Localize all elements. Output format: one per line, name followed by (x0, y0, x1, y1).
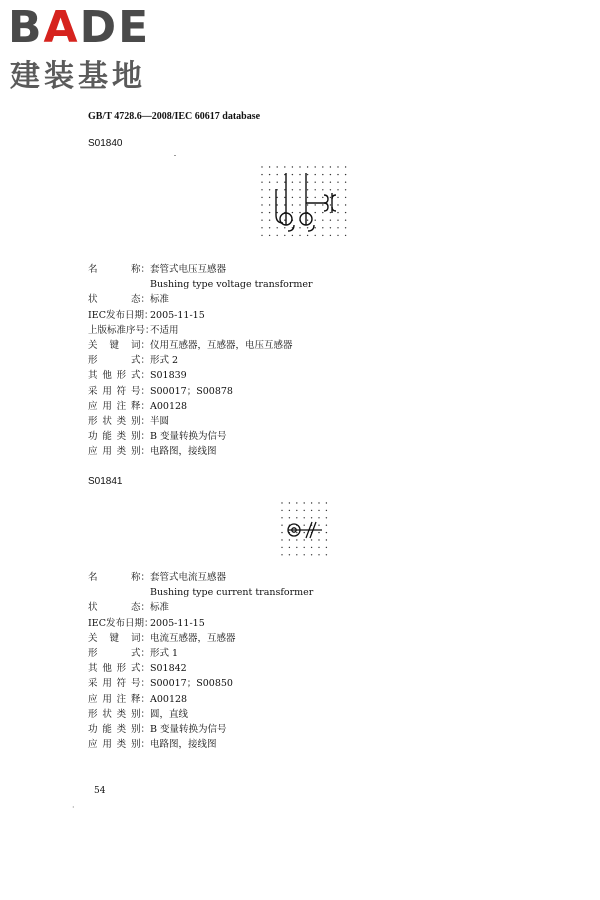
grid-dot (318, 510, 319, 511)
grid-dot (281, 502, 282, 503)
field-row (88, 646, 508, 661)
grid-dot (326, 532, 327, 533)
grid-dot (269, 174, 270, 175)
field-value: A00128 (150, 400, 188, 412)
grid-dot (277, 166, 278, 167)
grid-dot (289, 547, 290, 548)
grid-dot (284, 227, 285, 228)
grid-dot (261, 174, 262, 175)
entry-fields (88, 570, 508, 752)
standard-reference: GB/T 4728.6—2008/IEC 60617 database (88, 111, 261, 122)
grid-dot (330, 174, 331, 175)
scan-speck (174, 155, 176, 156)
grid-dot (307, 182, 308, 183)
grid-dot (261, 212, 262, 213)
grid-dot (307, 174, 308, 175)
grid-dot (304, 517, 305, 518)
field-label: 形 状 类 别： (88, 708, 150, 720)
grid-dot (299, 174, 300, 175)
grid-dot (284, 197, 285, 198)
grid-dot (284, 189, 285, 190)
field-label: 应 用 类 别： (88, 739, 150, 751)
field-label: IEC发布日期： (88, 309, 154, 321)
field-row (88, 414, 508, 429)
field-row (88, 262, 508, 277)
grid-dot (296, 539, 297, 540)
grid-dot (345, 204, 346, 205)
grid-dot (261, 182, 262, 183)
grid-dot (330, 220, 331, 221)
grid-dot (345, 220, 346, 221)
grid-dot (292, 197, 293, 198)
grid-dot (345, 174, 346, 175)
field-value: 形式 1 (150, 647, 179, 659)
field-label: 形 式： (88, 647, 150, 659)
grid-dot (281, 510, 282, 511)
field-label: 应 用 注 释： (88, 693, 150, 705)
grid-dot (292, 204, 293, 205)
grid-dot (307, 189, 308, 190)
field-row (88, 676, 508, 691)
field-value: 半圆 (150, 415, 170, 427)
grid-dot (292, 182, 293, 183)
grid-dot (284, 204, 285, 205)
field-label: 上版标准序号： (88, 324, 155, 336)
field-label: 应 用 注 释： (88, 400, 150, 412)
field-value: 圆，直线 (150, 708, 189, 720)
grid-dot (315, 174, 316, 175)
grid-dot (299, 227, 300, 228)
field-label: 其 他 形 式： (88, 370, 150, 382)
grid-dot (318, 532, 319, 533)
grid-dot (269, 189, 270, 190)
grid-dot (315, 189, 316, 190)
grid-dot (292, 189, 293, 190)
logo-accent-letter: A (43, 2, 80, 53)
grid-dot (326, 539, 327, 540)
field-row (88, 338, 508, 353)
grid-dot (269, 204, 270, 205)
grid-dot (322, 166, 323, 167)
entry-code: S01841 (88, 476, 123, 487)
grid-dot (345, 212, 346, 213)
field-row (88, 570, 508, 585)
grid-dot (277, 212, 278, 213)
field-value: S00017；S00878 (150, 385, 233, 397)
grid-dot (326, 510, 327, 511)
grid-dot (299, 212, 300, 213)
grid-dot (277, 235, 278, 236)
grid-dot (337, 227, 338, 228)
grid-dot (261, 235, 262, 236)
field-english-name: Bushing type voltage transformer (150, 279, 313, 291)
grid-dot (345, 227, 346, 228)
entry-code: S01840 (88, 138, 123, 149)
grid-dot (261, 220, 262, 221)
grid-dot (296, 510, 297, 511)
grid-dot (322, 235, 323, 236)
grid-dot (345, 235, 346, 236)
field-label: 状 态： (88, 602, 150, 614)
grid-dot (269, 220, 270, 221)
field-value: 电流互感器，互感器 (150, 632, 236, 644)
grid-dot (315, 197, 316, 198)
grid-dot (307, 166, 308, 167)
grid-dot (315, 212, 316, 213)
current-transformer-symbol (278, 500, 332, 558)
grid-dot (299, 182, 300, 183)
grid-dot (299, 166, 300, 167)
grid-dot (277, 182, 278, 183)
brand-logo (8, 4, 188, 96)
field-value: 形式 2 (150, 355, 179, 367)
grid-dot (330, 235, 331, 236)
field-row (88, 722, 508, 737)
field-value: 2005-11-15 (150, 309, 205, 321)
grid-dot (304, 539, 305, 540)
field-value: B 变量转换为信号 (150, 723, 227, 735)
grid-dot (261, 197, 262, 198)
field-row (88, 384, 508, 399)
grid-dot (315, 220, 316, 221)
grid-dot (269, 235, 270, 236)
grid-dot (277, 197, 278, 198)
grid-dot (315, 235, 316, 236)
scan-mark: · (72, 803, 75, 812)
logo-wordmark (8, 4, 150, 52)
grid-dot (322, 220, 323, 221)
grid-dot (345, 189, 346, 190)
grid-dot (299, 189, 300, 190)
field-value: 不适用 (150, 324, 179, 336)
grid-dot (311, 510, 312, 511)
grid-dot (289, 517, 290, 518)
field-value: 标准 (150, 602, 170, 614)
field-label: 名 称： (88, 572, 150, 583)
grid-dot (337, 189, 338, 190)
field-value: S00017；S00850 (150, 678, 233, 690)
grid-dot (307, 220, 308, 221)
grid-dot (307, 227, 308, 228)
grid-dot (304, 554, 305, 555)
field-value: 电路图，接线图 (150, 739, 217, 751)
field-label: 功 能 类 别： (88, 723, 150, 735)
field-label: 形 状 类 别： (88, 415, 150, 427)
grid-dot (337, 235, 338, 236)
grid-dot (322, 204, 323, 205)
grid-dot (337, 220, 338, 221)
field-label: 关 键 词： (88, 632, 150, 644)
grid-dot (307, 197, 308, 198)
field-value: 套管式电流互感器 (150, 572, 227, 583)
field-label: 名 称： (88, 264, 150, 275)
field-row (88, 692, 508, 707)
field-value: 标准 (150, 294, 170, 306)
grid-dot (315, 166, 316, 167)
field-value: 套管式电压互感器 (150, 264, 227, 275)
grid-dot (311, 547, 312, 548)
grid-dot (315, 204, 316, 205)
grid-dot (326, 517, 327, 518)
field-row (88, 308, 508, 323)
field-value: B 变量转换为信号 (150, 431, 227, 443)
grid-dot (326, 525, 327, 526)
grid-dot (269, 182, 270, 183)
field-value: 2005-11-15 (150, 617, 205, 629)
grid-dot (292, 235, 293, 236)
grid-dot (261, 204, 262, 205)
grid-dot (269, 227, 270, 228)
field-value: S01839 (150, 370, 187, 382)
logo-subtitle: 建装基地 (10, 59, 146, 94)
field-row (88, 444, 508, 459)
grid-dot (296, 547, 297, 548)
field-value: 电路图，接线图 (150, 446, 217, 458)
grid-dot (322, 182, 323, 183)
field-label: 应 用 类 别： (88, 446, 150, 458)
field-label: 采 用 符 号： (88, 385, 150, 397)
field-label: 其 他 形 式： (88, 663, 150, 675)
grid-dot (311, 517, 312, 518)
grid-dot (292, 212, 293, 213)
grid-dot (311, 554, 312, 555)
field-row (88, 616, 508, 631)
grid-dot (299, 204, 300, 205)
grid-dot (269, 197, 270, 198)
grid-dot (330, 212, 331, 213)
logo-prefix: B (8, 2, 44, 53)
grid-dot (281, 547, 282, 548)
grid-dot (304, 502, 305, 503)
grid-dot (284, 182, 285, 183)
grid-dot (318, 502, 319, 503)
grid-dot (281, 532, 282, 533)
grid-dot (304, 525, 305, 526)
field-value: S01842 (150, 663, 187, 675)
grid-dot (284, 166, 285, 167)
grid-dot (322, 197, 323, 198)
entry-fields (88, 262, 508, 459)
grid-dot (292, 174, 293, 175)
grid-dot (284, 235, 285, 236)
grid-dot (326, 502, 327, 503)
grid-dot (345, 182, 346, 183)
grid-dot (304, 510, 305, 511)
grid-dot (277, 174, 278, 175)
grid-dot (311, 539, 312, 540)
grid-dot (330, 227, 331, 228)
logo-suffix: DE (79, 2, 151, 53)
grid-dot (318, 547, 319, 548)
grid-dot (307, 204, 308, 205)
grid-dot (277, 204, 278, 205)
field-label: IEC发布日期： (88, 617, 154, 629)
grid-dot (304, 547, 305, 548)
grid-dot (337, 166, 338, 167)
grid-dot (261, 189, 262, 190)
grid-dot (345, 197, 346, 198)
grid-dot (330, 189, 331, 190)
grid-dot (330, 166, 331, 167)
grid-dot (311, 502, 312, 503)
grid-dot (315, 227, 316, 228)
grid-dot (318, 554, 319, 555)
grid-dot (322, 212, 323, 213)
grid-dot (299, 197, 300, 198)
grid-dot (269, 166, 270, 167)
grid-dot (322, 227, 323, 228)
grid-dot (261, 227, 262, 228)
field-label: 关 键 词： (88, 339, 150, 351)
grid-dot (289, 554, 290, 555)
grid-dot (307, 235, 308, 236)
field-label: 采 用 符 号： (88, 678, 150, 690)
field-label: 状 态： (88, 294, 150, 306)
field-english-name: Bushing type current transformer (150, 587, 314, 599)
grid-dot (269, 212, 270, 213)
grid-dot (337, 182, 338, 183)
grid-dot (296, 517, 297, 518)
page-number: 54 (94, 786, 106, 796)
voltage-transformer-symbol (258, 163, 350, 243)
grid-dot (289, 539, 290, 540)
grid-dot (322, 174, 323, 175)
field-value: A00128 (150, 693, 188, 705)
grid-dot (337, 197, 338, 198)
field-row (88, 661, 508, 676)
grid-dot (326, 547, 327, 548)
grid-dot (330, 182, 331, 183)
grid-dot (315, 182, 316, 183)
grid-dot (337, 204, 338, 205)
grid-dot (318, 525, 319, 526)
grid-dot (277, 189, 278, 190)
grid-dot (318, 539, 319, 540)
field-row (88, 323, 508, 338)
grid-dot (318, 517, 319, 518)
grid-dot (284, 174, 285, 175)
grid-dot (289, 502, 290, 503)
grid-dot (304, 532, 305, 533)
grid-dot (330, 197, 331, 198)
grid-dot (330, 204, 331, 205)
field-label: 功 能 类 别： (88, 431, 150, 443)
field-label: 形 式： (88, 355, 150, 367)
grid-dot (326, 554, 327, 555)
grid-dot (261, 166, 262, 167)
field-row (88, 353, 508, 368)
grid-dot (284, 220, 285, 221)
field-row (88, 707, 508, 722)
field-value: 仪用互感器，互感器，电压互感器 (150, 339, 293, 351)
grid-dot (322, 189, 323, 190)
grid-dot (337, 174, 338, 175)
field-row (88, 600, 508, 615)
field-row (88, 399, 508, 414)
grid-dot (337, 212, 338, 213)
grid-dot (281, 554, 282, 555)
grid-dot (345, 166, 346, 167)
field-row (88, 429, 508, 444)
field-row (88, 737, 508, 752)
grid-dot (281, 517, 282, 518)
grid-dot (296, 532, 297, 533)
grid-dot (299, 235, 300, 236)
grid-dot (296, 554, 297, 555)
grid-dot (296, 502, 297, 503)
grid-dot (289, 510, 290, 511)
field-row (88, 292, 508, 307)
grid-dot (277, 227, 278, 228)
field-row (88, 631, 508, 646)
grid-dot (281, 539, 282, 540)
grid-dot (292, 166, 293, 167)
field-row (88, 368, 508, 383)
grid-dot (281, 525, 282, 526)
